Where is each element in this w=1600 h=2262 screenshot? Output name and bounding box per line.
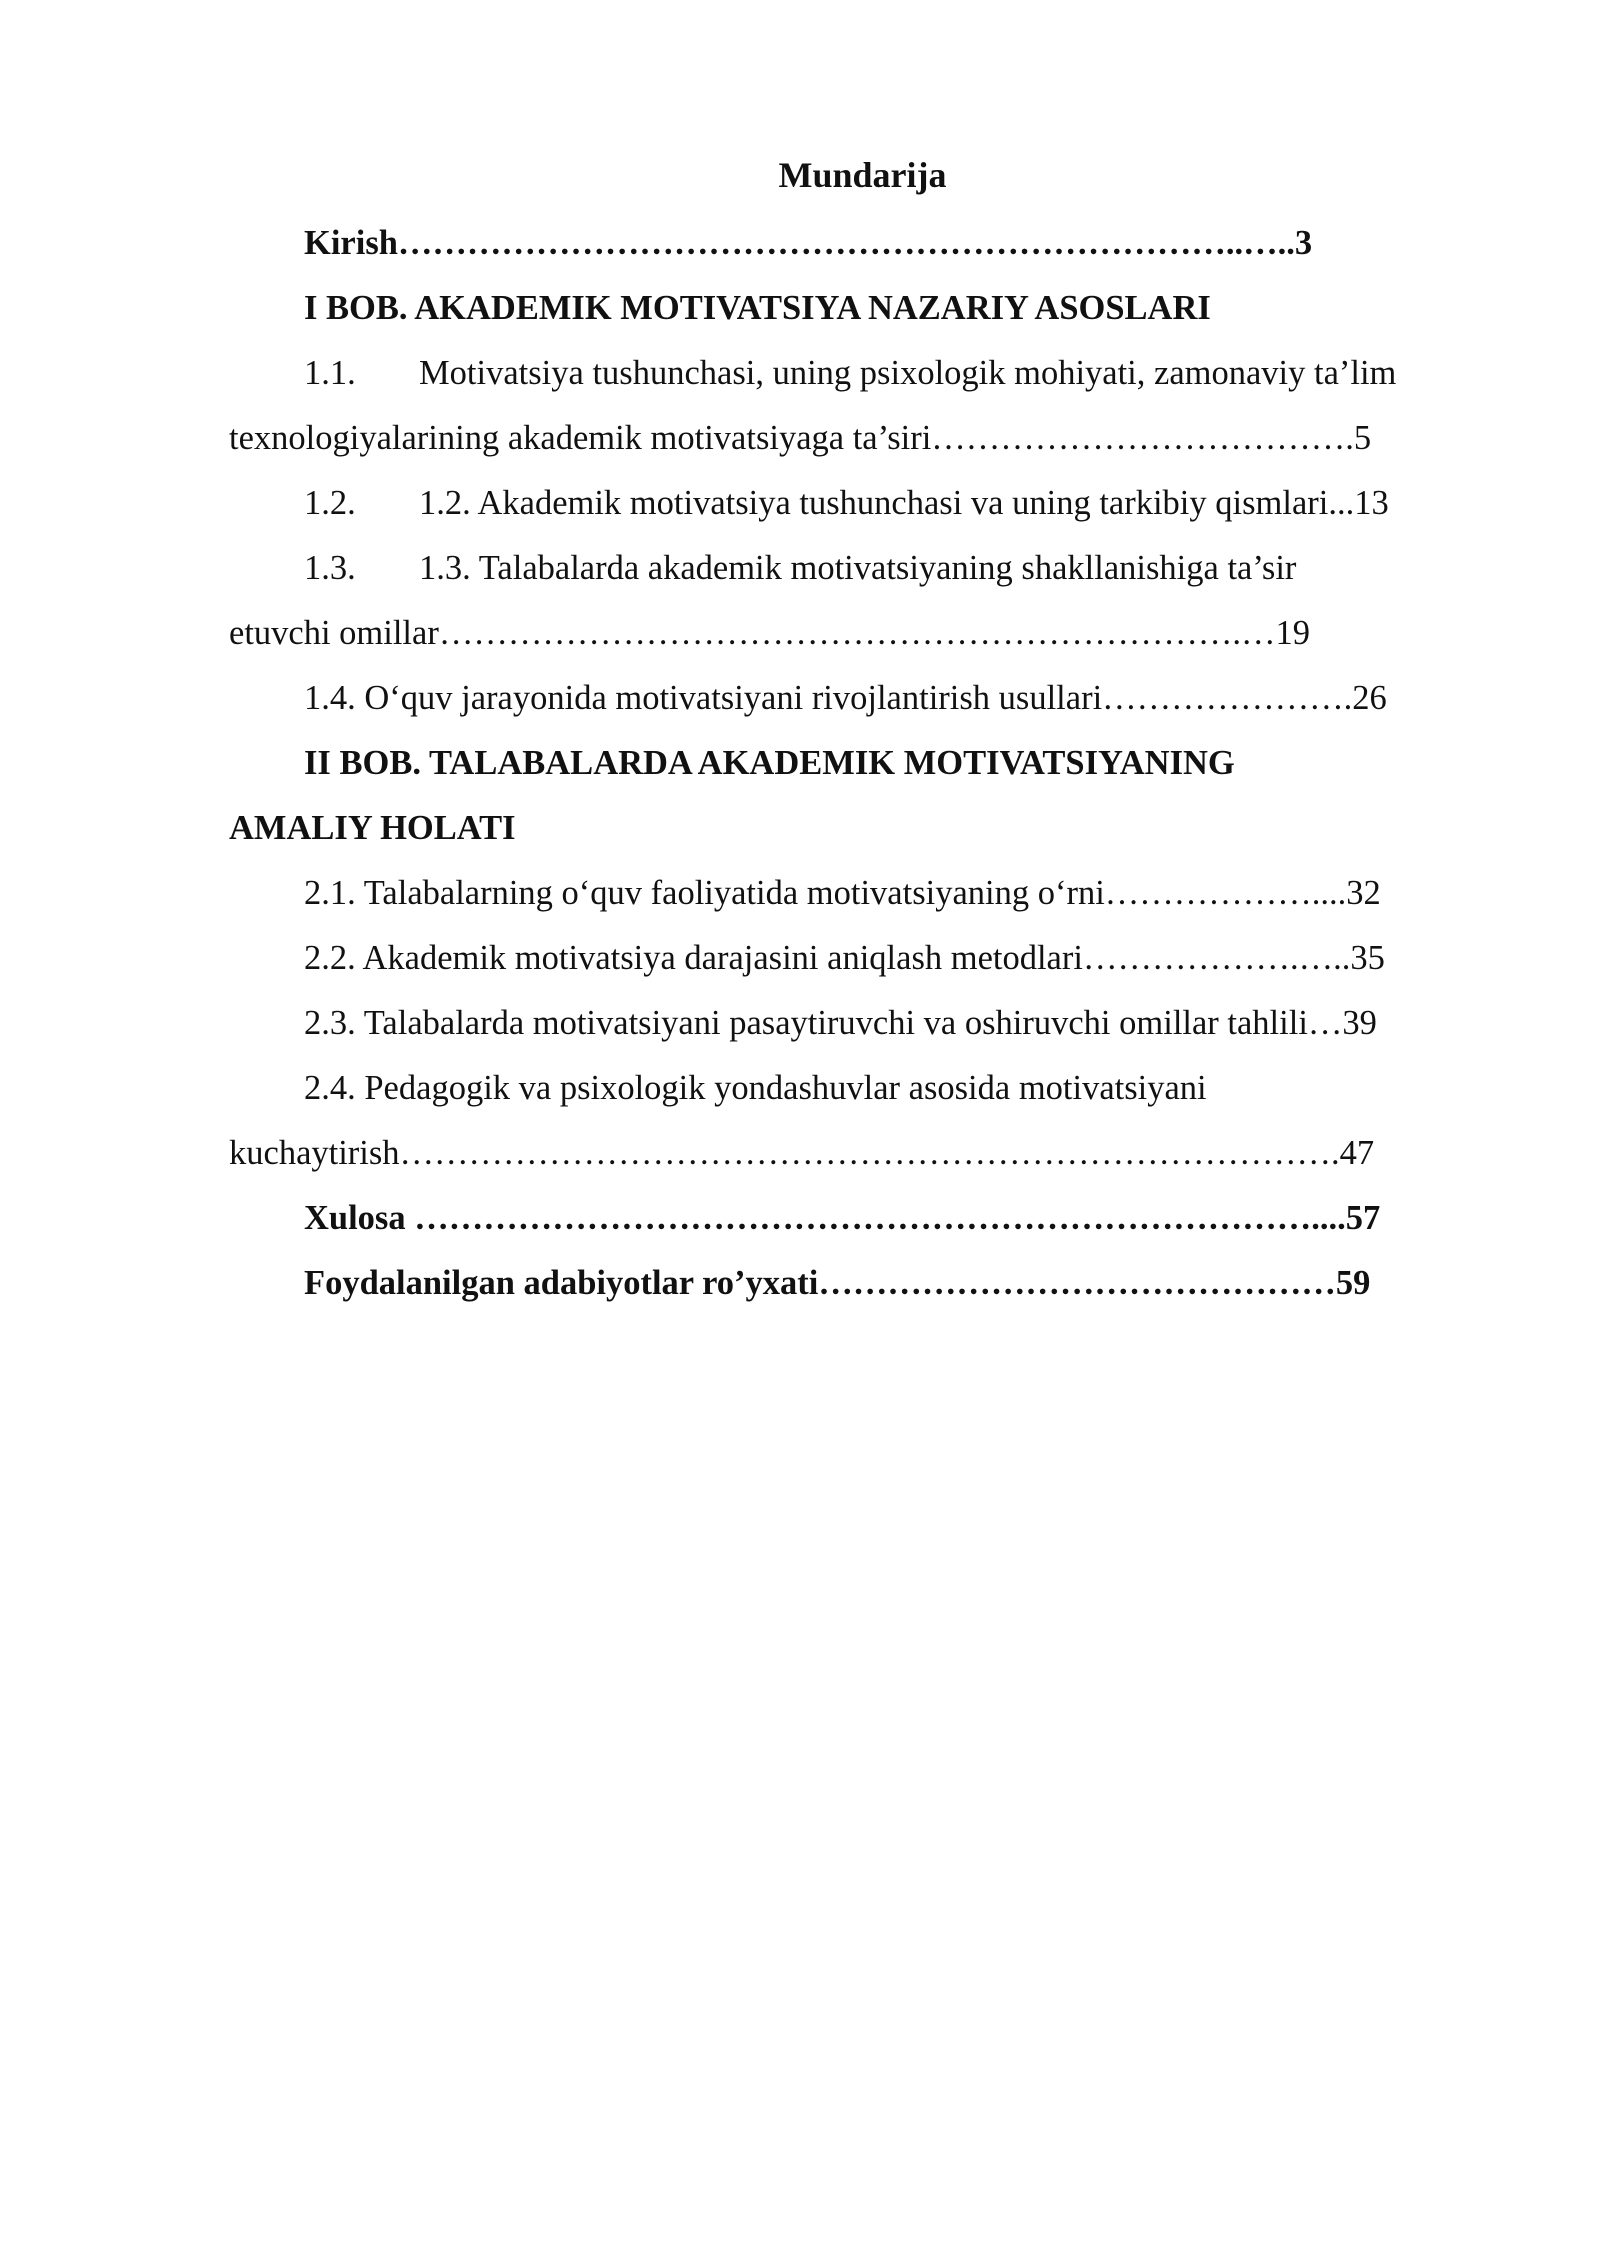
toc-entry-number: 1.1. — [304, 354, 356, 392]
toc-entry-xulosa: Xulosa ……………………………………………………………………....57 — [304, 1199, 1381, 1237]
toc-entry-1-4: 1.4. O‘quv jarayonida motivatsiyani rivojlantirish usullari………………….26 — [304, 679, 1387, 717]
toc-entry-number: 1.3. — [304, 549, 356, 587]
toc-entry-1-3 — [304, 543, 1296, 593]
toc-entry-1-1-continuation: texnologiyalarining akademik motivatsiyaga ta’siri……………………………….5 — [229, 419, 1372, 457]
toc-chapter-2-heading-continuation: AMALIY HOLATI — [229, 809, 516, 847]
toc-entry-2-3: 2.3. Talabalarda motivatsiyani pasaytiruvchi va oshiruvchi omillar tahlili…39 — [304, 1004, 1377, 1042]
toc-entry-text: 1.2. Akademik motivatsiya tushunchasi va uning tarkibiy qismlari...13 — [419, 484, 1389, 522]
toc-entry-2-4: 2.4. Pedagogik va psixologik yondashuvlar asosida motivatsiyani — [304, 1069, 1207, 1107]
toc-entry-text: 1.3. Talabalarda akademik motivatsiyaning shakllanishiga ta’sir — [419, 549, 1297, 587]
toc-entry-1-1 — [304, 348, 1396, 398]
toc-entry-2-4-continuation: kuchaytirish……………………………………………………………………….47 — [229, 1134, 1375, 1172]
toc-entry-kirish: Kirish………………………………………………………………..…..3 — [304, 224, 1313, 262]
toc-title: Mundarija — [778, 155, 947, 195]
toc-entry-2-1: 2.1. Talabalarning o‘quv faoliyatida motivatsiyaning o‘rni………………....32 — [304, 874, 1381, 912]
toc-entry-2-2: 2.2. Akademik motivatsiya darajasini aniqlash metodlari……………….…..35 — [304, 939, 1385, 977]
toc-chapter-2-heading: II BOB. TALABALARDA AKADEMIK MOTIVATSIYANING — [304, 744, 1235, 782]
toc-entry-1-3-continuation: etuvchi omillar…………………………………………………………….…19 — [229, 614, 1310, 652]
toc-entry-1-2 — [304, 478, 1389, 528]
toc-entry-text: Motivatsiya tushunchasi, uning psixologik mohiyati, zamonaviy ta’lim — [419, 354, 1397, 392]
toc-chapter-1-heading: I BOB. AKADEMIK MOTIVATSIYA NAZARIY ASOSLARI — [304, 289, 1211, 327]
toc-entry-adabiyotlar: Foydalanilgan adabiyotlar ro’yxati………………………………………59 — [304, 1264, 1371, 1302]
toc-entry-number: 1.2. — [304, 484, 356, 522]
